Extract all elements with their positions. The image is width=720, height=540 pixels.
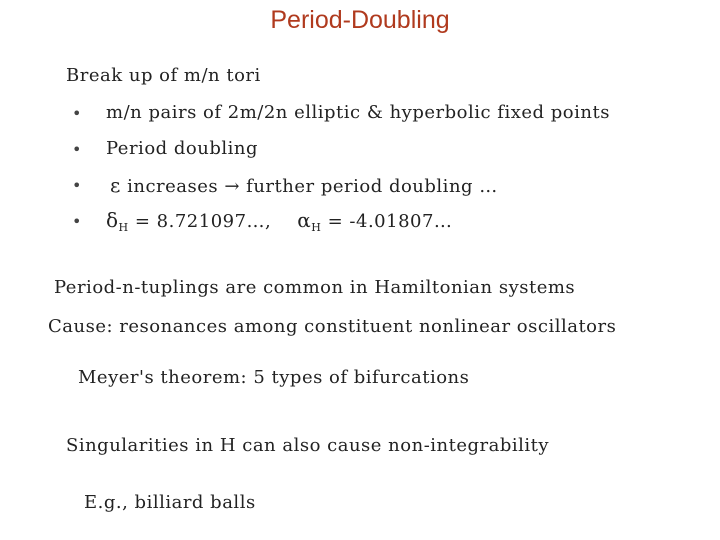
bullet-fixed-points: m/n pairs of 2m/2n elliptic & hyperbolic fixed points xyxy=(106,102,610,123)
example-line: E.g., billiard balls xyxy=(84,492,256,513)
bullet-feigenbaum xyxy=(106,208,452,234)
alpha-value: = -4.01807… xyxy=(321,211,453,232)
bullet-marker: • xyxy=(72,140,82,159)
alpha-symbol: α xyxy=(297,208,312,232)
bullet-period-doubling: Period doubling xyxy=(106,138,259,159)
intro-line: Break up of m/n tori xyxy=(66,65,261,86)
bullet-epsilon xyxy=(110,173,498,197)
delta-symbol: δ xyxy=(106,208,119,232)
delta-subscript: H xyxy=(118,221,129,234)
bullet-marker: • xyxy=(72,104,82,123)
epsilon-text: increases → further period doubling … xyxy=(120,176,498,197)
delta-value: = 8.721097…, xyxy=(128,211,272,232)
tuplings-line: Period-n-tuplings are common in Hamiltonian systems xyxy=(54,277,576,298)
alpha-subscript: H xyxy=(311,221,322,234)
slide-title: Period-Doubling xyxy=(270,6,450,34)
meyer-line: Meyer's theorem: 5 types of bifurcations xyxy=(78,367,470,388)
bullet-marker: • xyxy=(72,176,82,195)
cause-line: Cause: resonances among constituent nonlinear oscillators xyxy=(48,316,617,337)
bullet-marker: • xyxy=(72,212,82,231)
singularities-line: Singularities in H can also cause non-integrability xyxy=(66,435,550,456)
epsilon-symbol: ε xyxy=(110,173,121,197)
